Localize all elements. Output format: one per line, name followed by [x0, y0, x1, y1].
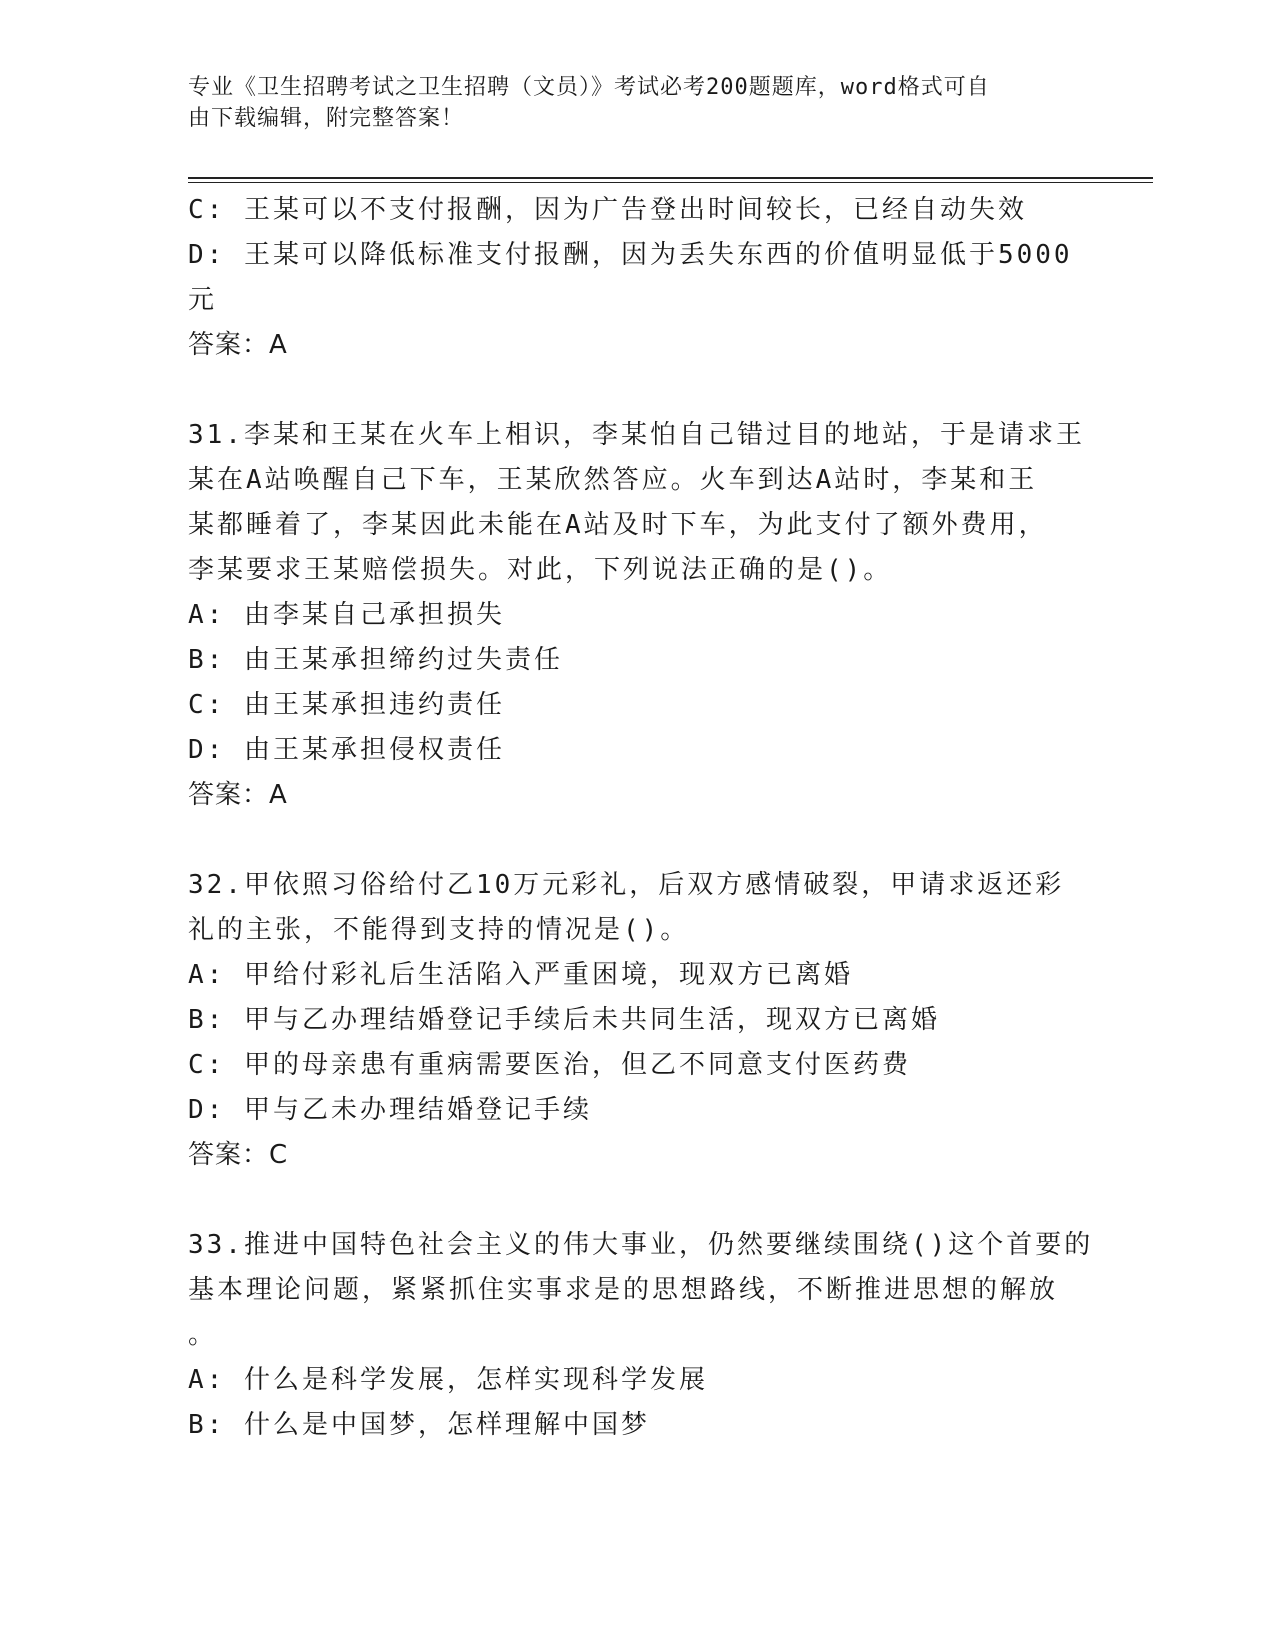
option-b: B: 甲与乙办理结婚登记手续后未共同生活，现双方已离婚 [188, 1005, 940, 1035]
header-rule-thick [188, 177, 1153, 179]
header-rule-thin [188, 182, 1153, 183]
answer-line: 答案：A [188, 330, 288, 360]
document-body [188, 188, 1094, 1448]
question-stem-line: 某都睡着了，李某因此未能在A站及时下车，为此支付了额外费用， [188, 510, 1048, 540]
header-line-1: 专业《卫生招聘考试之卫生招聘（文员）》考试必考200题题库，word格式可自 [188, 75, 990, 100]
question-stem-line: 礼的主张，不能得到支持的情况是()。 [188, 915, 690, 945]
question-stem-line: 31.李某和王某在火车上相识，李某怕自己错过目的地站，于是请求王 [188, 420, 1085, 450]
question-stem-line: 某在A站唤醒自己下车，王某欣然答应。火车到达A站时，李某和王 [188, 465, 1038, 495]
option-d: D: 由王某承担侵权责任 [188, 735, 505, 765]
option-a: A: 什么是科学发展，怎样实现科学发展 [188, 1365, 708, 1395]
option-d-continued: 元 [188, 285, 218, 315]
header-line-2: 由下载编辑，附完整答案！ [188, 106, 465, 131]
option-a: A: 由李某自己承担损失 [188, 600, 505, 630]
spacer [188, 1178, 1078, 1223]
question-stem-line: 。 [188, 1320, 218, 1350]
prev-question-tail [188, 188, 1078, 368]
question-stem-line: 33.推进中国特色社会主义的伟大事业，仍然要继续围绕()这个首要的 [188, 1230, 1094, 1260]
answer-line: 答案：C [188, 1140, 289, 1170]
question-stem-line: 基本理论问题，紧紧抓住实事求是的思想路线，不断推进思想的解放 [188, 1275, 1059, 1305]
option-b: B: 由王某承担缔约过失责任 [188, 645, 563, 675]
question-stem-line: 李某要求王某赔偿损失。对此，下列说法正确的是()。 [188, 555, 893, 585]
question-31 [188, 413, 1085, 818]
option-d: D: 王某可以降低标准支付报酬，因为丢失东西的价值明显低于5000 [188, 240, 1073, 270]
answer-line: 答案：A [188, 780, 288, 810]
question-stem-line: 32.甲依照习俗给付乙10万元彩礼，后双方感情破裂，甲请求返还彩 [188, 870, 1065, 900]
option-d: D: 甲与乙未办理结婚登记手续 [188, 1095, 592, 1125]
document-header [188, 72, 1068, 134]
spacer [188, 818, 1078, 863]
spacer [188, 368, 1078, 413]
option-b: B: 什么是中国梦，怎样理解中国梦 [188, 1410, 650, 1440]
question-32 [188, 863, 1078, 1178]
option-c: C: 王某可以不支付报酬，因为广告登出时间较长，已经自动失效 [188, 195, 1027, 225]
option-c: C: 由王某承担违约责任 [188, 690, 505, 720]
option-c: C: 甲的母亲患有重病需要医治，但乙不同意支付医药费 [188, 1050, 911, 1080]
option-a: A: 甲给付彩礼后生活陷入严重困境，现双方已离婚 [188, 960, 853, 990]
question-33 [188, 1223, 1094, 1448]
